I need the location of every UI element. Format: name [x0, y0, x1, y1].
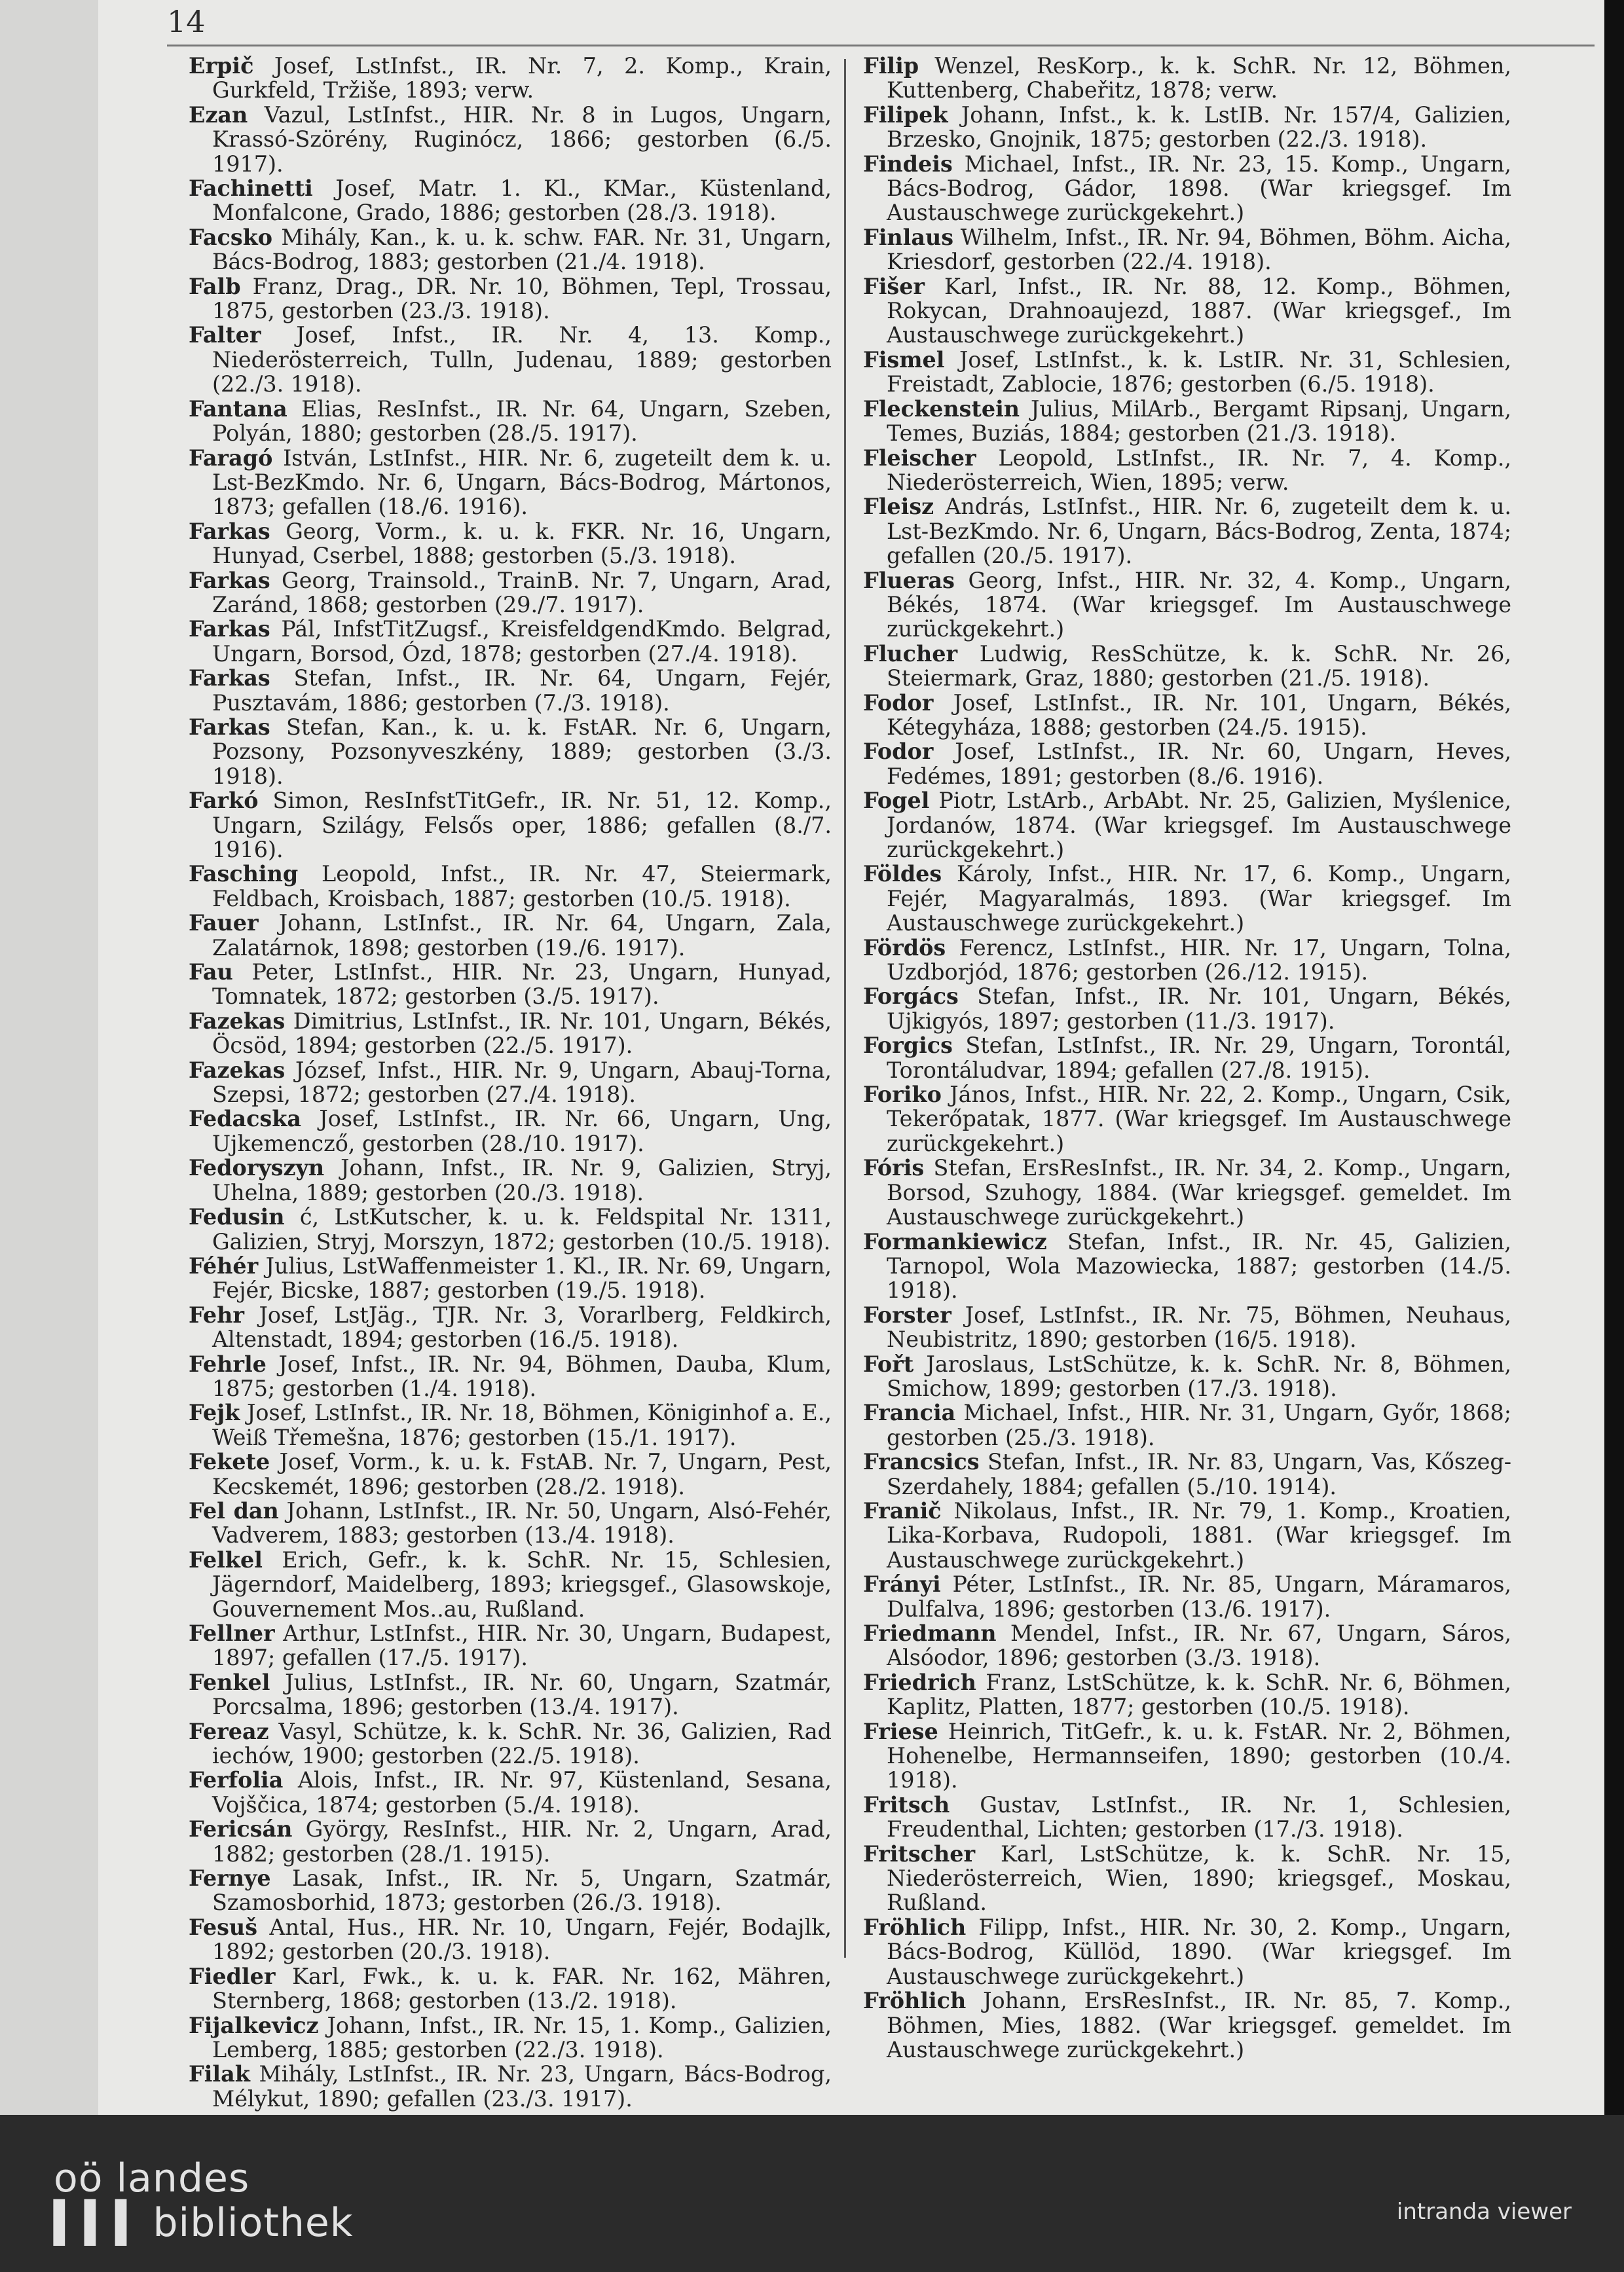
register-entry [189, 1401, 832, 1450]
register-entry [189, 446, 832, 519]
entry-details: András, LstInfst., HIR. Nr. 6, zugeteilt dem k. u. Lst-BezKmdo. Nr. 6, Ungarn, Bács-Bodrog, Zenta, 1874; gefallen (20./5. 1917). [887, 494, 1511, 569]
entry-surname: Fesuš [189, 1914, 257, 1940]
entry-details: József, Infst., HIR. Nr. 9, Ungarn, Abauj-Torna, Szepsi, 1872; gestorben (27./4. 1918). [212, 1057, 832, 1108]
entry-surname: Fenkel [189, 1669, 270, 1695]
register-entry [189, 1768, 832, 1817]
entry-surname: Farkas [189, 665, 270, 691]
entry-surname: Fijalkevicz [189, 2012, 319, 2038]
entry-surname: Fernye [189, 1865, 271, 1892]
register-entry [189, 1156, 832, 1205]
entry-surname: Fachinetti [189, 175, 313, 202]
entry-surname: Fedusin [189, 1204, 285, 1230]
entry-details: Péter, LstInfst., IR. Nr. 85, Ungarn, Máramaros, Dulfalva, 1896; gestorben (13./6. 1917). [887, 1571, 1511, 1622]
register-entry [189, 1621, 832, 1670]
entry-surname: Fleckenstein [863, 395, 1020, 422]
entry-surname: Friedrich [863, 1669, 976, 1695]
entry-details: Karl, Infst., IR. Nr. 88, 12. Komp., Böhmen, Rokycan, Drahnoaujezd, 1887. (War kriegsgef., Im Austauschwege zurückgekehrt.) [887, 273, 1511, 348]
entry-details: Georg, Infst., HIR. Nr. 32, 4. Komp., Ungarn, Békés, 1874. (War kriegsgef. Im Austauschwege zurückgekehrt.) [887, 567, 1511, 642]
entry-surname: Fleisz [863, 494, 934, 520]
entry-details: Stefan, LstInfst., IR. Nr. 29, Ungarn, Torontál, Torontáludvar, 1894; gefallen (27./8. 1915). [887, 1033, 1511, 1083]
logo-bars-icon: ▍▍▍ [54, 2200, 147, 2246]
entry-surname: Fazekas [189, 1008, 286, 1034]
register-entry [189, 1254, 832, 1303]
entry-surname: Fleischer [863, 445, 976, 471]
entry-surname: Farkas [189, 616, 270, 642]
register-entry [189, 715, 832, 788]
entry-details: Mihály, Kan., k. u. k. schw. FAR. Nr. 31, Ungarn, Bács-Bodrog, 1883; gestorben (21./4. 1918). [212, 224, 832, 275]
entry-details: Mendel, Infst., IR. Nr. 67, Ungarn, Sáros, Alsóodor, 1896; gestorben (3./3. 1918). [887, 1621, 1511, 1671]
entry-surname: Flucher [863, 640, 958, 667]
entry-details: Elias, ResInfst., IR. Nr. 64, Ungarn, Szeben, Polyán, 1880; gestorben (28./5. 1917). [212, 395, 832, 447]
entry-surname: Fasching [189, 861, 299, 887]
entry-details: Károly, Infst., HIR. Nr. 17, 6. Komp., Ungarn, Fejér, Magyaralmás, 1893. (War kriegsgef. Im Austauschwege zurückgekehrt.) [887, 861, 1511, 936]
entry-details: Josef, Vorm., k. u. k. FstAB. Nr. 7, Ungarn, Pest, Kecskemét, 1896; gestorben (28./2. 1918). [212, 1449, 832, 1499]
entry-surname: Erpič [189, 53, 254, 79]
entry-surname: Farkas [189, 567, 270, 593]
entry-details: Josef, LstJäg., TJR. Nr. 3, Vorarlberg, Feldkirch, Altenstadt, 1894; gestorben (16./5. 1918). [212, 1302, 832, 1353]
register-entry [863, 788, 1511, 862]
entry-details: Gustav, LstInfst., IR. Nr. 1, Schlesien, Freudenthal, Lichten; gestorben (17./3. 1918). [887, 1791, 1511, 1842]
entry-details: Julius, LstInfst., IR. Nr. 60, Ungarn, Szatmár, Porcsalma, 1896; gestorben (13./4. 1917). [212, 1669, 832, 1720]
entry-surname: Fauer [189, 910, 259, 936]
entry-surname: Findeis [863, 151, 953, 177]
register-entry [189, 225, 832, 274]
register-entry [189, 1107, 832, 1156]
entry-details: Josef, LstInfst., IR. Nr. 66, Ungarn, Ung, Ujkemencző, gestorben (28./10. 1917). [212, 1106, 832, 1156]
entry-surname: Faragó [189, 445, 273, 471]
entry-details: Johann, Infst., k. k. LstIB. Nr. 157/4, Galizien, Brzesko, Gnojnik, 1875; gestorben (22./3. 1918). [887, 101, 1511, 153]
entry-surname: Féhér [189, 1253, 259, 1279]
entry-surname: Frányi [863, 1571, 941, 1598]
register-entry [189, 1352, 832, 1401]
entry-details: Nikolaus, Infst., IR. Nr. 79, 1. Komp., Kroatien, Lika-Korbava, Rudopoli, 1881. (War kriegsgef. Im Austauschwege zurückgekehrt.) [887, 1497, 1511, 1573]
entry-surname: Forgics [863, 1033, 953, 1059]
entry-details: Julius, MilArb., Bergamt Ripsanj, Ungarn, Temes, Buziás, 1884; gestorben (21./3. 1918). [887, 395, 1511, 447]
entry-details: Piotr, LstArb., ArbAbt. Nr. 25, Galizien, Myślenice, Jordanów, 1874. (War kriegsgef. Im Austauschwege zurückgekehrt.) [887, 788, 1511, 862]
register-entry [189, 617, 832, 666]
entry-details: Josef, Matr. 1. Kl., KMar., Küstenland, Monfalcone, Grado, 1886; gestorben (28./3. 1918). [212, 175, 832, 226]
entry-details: Mihály, LstInfst., IR. Nr. 23, Ungarn, Bács-Bodrog, Mélykut, 1890; gefallen (23./3. 1917). [212, 2061, 832, 2112]
register-entry [189, 397, 832, 446]
register-entry [189, 1548, 832, 1621]
entry-surname: Forster [863, 1302, 951, 1328]
register-entry [863, 1719, 1511, 1793]
entry-details: Josef, Infst., IR. Nr. 94, Böhmen, Dauba, Klum, 1875; gestorben (1./4. 1918). [212, 1351, 832, 1401]
entry-details: Stefan, Infst., IR. Nr. 83, Ungarn, Vas, Kőszeg-Szerdahely, 1884; gefallen (5./10. 1914). [887, 1449, 1511, 1499]
entry-details: Erich, Gefr., k. k. SchR. Nr. 15, Schlesien, Jägerndorf, Maidelberg, 1893; kriegsgef., Glasowskoje, Gouvernement Mos..au, Rußland. [212, 1547, 832, 1622]
entry-details: Leopold, LstInfst., IR. Nr. 7, 4. Komp., Niederösterreich, Wien, 1895; verw. [887, 445, 1511, 495]
register-entry [863, 984, 1511, 1033]
header-rule [167, 45, 1595, 46]
register-entry [189, 176, 832, 225]
entry-surname: Felkel [189, 1547, 263, 1573]
entry-details: Arthur, LstInfst., HIR. Nr. 30, Ungarn, Budapest, 1897; gefallen (17./5. 1917). [212, 1621, 832, 1671]
entry-surname: Flueras [863, 567, 955, 593]
entry-surname: Fismel [863, 346, 945, 373]
register-entry [863, 1033, 1511, 1082]
entry-details: Stefan, ErsResInfst., IR. Nr. 34, 2. Komp., Ungarn, Borsod, Szuhogy, 1884. (War kriegsgef. gemeldet. Im Austauschwege zurückgekehrt.) [887, 1155, 1511, 1230]
register-entry [189, 2062, 832, 2111]
library-logo-line1: oö landes [54, 2155, 250, 2201]
entry-details: Wilhelm, Infst., IR. Nr. 94, Böhmen, Böhm. Aicha, Kriesdorf, gestorben (22./4. 1918). [887, 224, 1511, 275]
entry-details: Johann, Infst., IR. Nr. 15, 1. Komp., Galizien, Lemberg, 1885; gestorben (22./3. 1918). [212, 2012, 832, 2062]
page-edge-shadow [1604, 0, 1624, 2115]
register-entry [863, 1401, 1511, 1450]
register-entry [863, 1450, 1511, 1499]
entry-surname: Fehrle [189, 1351, 267, 1377]
register-entry [189, 666, 832, 715]
register-entry [189, 1915, 832, 1964]
entry-details: Vasyl, Schütze, k. k. SchR. Nr. 36, Galizien, Rad iechów, 1900; gestorben (22./5. 1918). [212, 1718, 832, 1769]
entry-surname: Fedoryszyn [189, 1155, 325, 1181]
register-entry [863, 1499, 1511, 1572]
register-entry [189, 323, 832, 396]
library-logo-text: bibliothek [153, 2200, 354, 2246]
entry-surname: Franič [863, 1497, 942, 1524]
entry-surname: Fantana [189, 395, 287, 422]
entry-surname: Falb [189, 273, 241, 299]
register-entry [189, 519, 832, 568]
library-logo-line2 [54, 2200, 354, 2246]
register-entry [863, 1621, 1511, 1670]
register-entry [863, 494, 1511, 568]
entry-surname: Fereaz [189, 1718, 269, 1744]
entry-details: Johann, ErsResInfst., IR. Nr. 85, 7. Komp., Böhmen, Mies, 1882. (War kriegsgef. gemeldet. Im Austauschwege zurückgekehrt.) [887, 1988, 1511, 2062]
entry-details: Johann, LstInfst., IR. Nr. 64, Ungarn, Zala, Zalatárnok, 1898; gestorben (19./6. 1917). [212, 910, 832, 961]
entry-details: Stefan, Infst., IR. Nr. 101, Ungarn, Békés, Ujkigyós, 1897; gestorben (11./3. 1917). [887, 983, 1511, 1034]
register-entry [863, 397, 1511, 446]
entry-details: Georg, Vorm., k. u. k. FKR. Nr. 16, Ungarn, Hunyad, Cserbel, 1888; gestorben (5./3. 1918). [212, 518, 832, 569]
entry-surname: Friedmann [863, 1621, 997, 1646]
entry-details: Josef, LstInfst., IR. Nr. 75, Böhmen, Neuhaus, Neubistritz, 1890; gestorben (16/5. 1918). [887, 1302, 1511, 1353]
register-entry [189, 1058, 832, 1107]
register-entry [863, 274, 1511, 348]
entry-surname: Foriko [863, 1082, 942, 1108]
register-entry [863, 1670, 1511, 1719]
entry-surname: Friese [863, 1718, 938, 1744]
entry-details: Josef, LstInfst., IR. Nr. 18, Böhmen, Königinhof a. E., Weiß Třemešna, 1876; gestorben (15./1. 1917). [212, 1400, 832, 1450]
entry-details: Simon, ResInfstTitGefr., IR. Nr. 51, 12. Komp., Ungarn, Szilágy, Felsős oper, 1886; gefallen (8./7. 1916). [212, 788, 832, 862]
entry-details: Johann, Infst., IR. Nr. 9, Galizien, Stryj, Uhelna, 1889; gestorben (20./3. 1918). [212, 1155, 832, 1205]
entry-details: Jaroslaus, LstSchütze, k. k. SchR. Nr. 8, Böhmen, Smichow, 1899; gestorben (17./3. 1918). [887, 1351, 1511, 1401]
entry-surname: Fodor [863, 689, 934, 716]
entry-details: Franz, Drag., DR. Nr. 10, Böhmen, Tepl, Trossau, 1875, gestorben (23./3. 1918). [212, 273, 832, 324]
register-entry [189, 1205, 832, 1254]
register-entry [863, 642, 1511, 691]
entry-surname: Fritscher [863, 1841, 976, 1867]
register-entry [863, 1303, 1511, 1352]
entry-details: Lasak, Infst., IR. Nr. 5, Ungarn, Szatmár, Szamosborhid, 1873; gestorben (26./3. 1918). [212, 1865, 832, 1916]
register-entry [189, 1009, 832, 1058]
register-entry [863, 348, 1511, 397]
entry-surname: Filipek [863, 101, 948, 128]
entry-details: Ferencz, LstInfst., HIR. Nr. 17, Ungarn, Tolna, Uzdborjód, 1876; gestorben (26./12. 1915). [887, 934, 1511, 985]
register-entry [189, 1817, 832, 1866]
entry-surname: Fiedler [189, 1963, 276, 1989]
entry-details: Stefan, Infst., IR. Nr. 64, Ungarn, Fejér, Pusztavám, 1886; gestorben (7./3. 1918). [212, 665, 832, 716]
register-entry [189, 788, 832, 862]
register-entry [189, 862, 832, 911]
entry-details: Josef, LstInfst., IR. Nr. 60, Ungarn, Heves, Fedémes, 1891; gestorben (8./6. 1916). [887, 739, 1511, 789]
entry-details: Pál, InfstTitZugsf., KreisfeldgendKmdo. Belgrad, Ungarn, Borsod, Ózd, 1878; gestorben (27./4. 1918). [212, 616, 832, 667]
register-entry [863, 1793, 1511, 1842]
entry-surname: Fořt [863, 1351, 914, 1377]
entry-surname: Forgács [863, 983, 959, 1010]
entry-surname: Formankiewicz [863, 1228, 1047, 1255]
entry-surname: Fedacska [189, 1106, 302, 1132]
register-entry [189, 1670, 832, 1719]
entry-surname: Fazekas [189, 1057, 286, 1083]
entry-surname: Fau [189, 959, 233, 985]
register-entry [189, 1964, 832, 2013]
entry-details: Karl, LstSchütze, k. k. SchR. Nr. 15, Niederösterreich, Wien, 1890; kriegsgef., Moskau, Rußland. [887, 1841, 1511, 1916]
register-entry [189, 1719, 832, 1768]
entry-surname: Fröhlich [863, 1988, 967, 2014]
entry-details: Johann, LstInfst., IR. Nr. 50, Ungarn, Alsó-Fehér, Vadverem, 1883; gestorben (13./4. 1918). [212, 1497, 832, 1548]
register-entry [863, 103, 1511, 152]
entry-details: Josef, LstInfst., IR. Nr. 7, 2. Komp., Krain, Gurkfeld, Tržiše, 1893; verw. [212, 53, 832, 103]
entry-surname: Farkas [189, 714, 270, 740]
register-entry [863, 1572, 1511, 1621]
entry-details: Stefan, Kan., k. u. k. FstAR. Nr. 6, Ungarn, Pozsony, Pozsonyveszkény, 1889; gestorben (3./3. 1918). [212, 714, 832, 789]
entry-details: Josef, LstInfst., IR. Nr. 101, Ungarn, Békés, Kétegyháza, 1888; gestorben (24./5. 1915). [887, 689, 1511, 740]
entry-surname: Farkas [189, 518, 270, 544]
entry-details: Julius, LstWaffenmeister 1. Kl., IR. Nr. 69, Ungarn, Fejér, Bicske, 1887; gestorben (19./5. 1918). [212, 1253, 832, 1304]
register-entry [863, 1988, 1511, 2062]
register-entry [863, 225, 1511, 274]
page-margin-left [0, 0, 98, 2115]
entry-surname: Fel dan [189, 1497, 279, 1524]
entry-surname: Fellner [189, 1621, 275, 1646]
entry-details: Peter, LstInfst., HIR. Nr. 23, Ungarn, Hunyad, Tomnatek, 1872; gestorben (3./5. 1917). [212, 959, 832, 1010]
register-entry [189, 960, 832, 1009]
left-column [189, 54, 832, 2111]
entry-details: János, Infst., HIR. Nr. 22, 2. Komp., Ungarn, Csik, Tekerőpatak, 1877. (War kriegsgef. Im Austauschwege zurückgekehrt.) [887, 1082, 1511, 1156]
entry-details: Josef, Infst., IR. Nr. 4, 13. Komp., Niederösterreich, Tulln, Judenau, 1889; gestorben (22./3. 1918). [212, 322, 832, 397]
entry-details: Stefan, Infst., IR. Nr. 45, Galizien, Tarnopol, Wola Mazowiecka, 1887; gestorben (14./5. 1918). [887, 1228, 1511, 1304]
register-entry [863, 568, 1511, 642]
register-entry [863, 1842, 1511, 1915]
entry-details: Ludwig, ResSchütze, k. k. SchR. Nr. 26, Steiermark, Graz, 1880; gestorben (21./5. 1918). [887, 640, 1511, 691]
entry-details: Leopold, Infst., IR. Nr. 47, Steiermark, Feldbach, Kroisbach, 1887; gestorben (10./5. 1918). [212, 861, 832, 911]
register-entry [863, 1082, 1511, 1156]
register-entry [189, 103, 832, 176]
entry-surname: Fejk [189, 1400, 240, 1426]
register-entry [863, 1230, 1511, 1303]
entry-details: Filipp, Infst., HIR. Nr. 30, 2. Komp., Ungarn, Bács-Bodrog, Küllöd, 1890. (War kriegsgef. Im Austauschwege zurückgekehrt.) [887, 1914, 1511, 1989]
entry-surname: Farkó [189, 788, 259, 814]
register-entry [189, 1866, 832, 1915]
register-entry [863, 936, 1511, 985]
register-entry [189, 1499, 832, 1548]
entry-surname: Fröhlich [863, 1914, 967, 1940]
entry-surname: Fogel [863, 788, 930, 814]
entry-details: Josef, LstInfst., k. k. LstIR. Nr. 31, Schlesien, Freistadt, Zablocie, 1876; gestorben (6./5. 1918). [887, 346, 1511, 397]
column-divider [844, 59, 846, 1958]
entry-surname: Fišer [863, 273, 925, 299]
entry-details: Michael, Infst., HIR. Nr. 31, Ungarn, Győr, 1868; gestorben (25./3. 1918). [887, 1400, 1511, 1450]
entry-details: Franz, LstSchütze, k. k. SchR. Nr. 6, Böhmen, Kaplitz, Platten, 1877; gestorben (10./5. 1918). [887, 1669, 1511, 1720]
entry-details: György, ResInfst., HIR. Nr. 2, Ungarn, Arad, 1882; gestorben (28./1. 1915). [212, 1816, 832, 1867]
entry-surname: Fekete [189, 1449, 270, 1475]
register-entry [863, 739, 1511, 788]
entry-surname: Földes [863, 861, 942, 887]
entry-details: Heinrich, TitGefr., k. u. k. FstAR. Nr. 2, Böhmen, Hohenelbe, Hermannseifen, 1890; gestorben (10./4. 1918). [887, 1718, 1511, 1793]
entry-surname: Fericsán [189, 1816, 293, 1842]
register-entry [189, 1303, 832, 1352]
entry-surname: Fehr [189, 1302, 244, 1328]
right-column [863, 54, 1511, 2062]
entry-surname: Ezan [189, 101, 248, 128]
register-entry [189, 911, 832, 960]
entry-details: ć, LstKutscher, k. u. k. Feldspital Nr. 1311, Galizien, Stryj, Morszyn, 1872; gestorben (10./5. 1918). [212, 1204, 832, 1255]
register-entry [863, 1352, 1511, 1401]
register-entry [863, 1915, 1511, 1988]
register-entry [863, 152, 1511, 225]
entry-details: Georg, Trainsold., TrainB. Nr. 7, Ungarn, Arad, Zaránd, 1868; gestorben (29./7. 1917). [212, 567, 832, 617]
register-entry [863, 691, 1511, 740]
entry-details: Michael, Infst., IR. Nr. 23, 15. Komp., Ungarn, Bács-Bodrog, Gádor, 1898. (War kriegsgef. Im Austauschwege zurückgekehrt.) [887, 151, 1511, 226]
register-entry [863, 862, 1511, 935]
entry-surname: Fritsch [863, 1791, 950, 1818]
register-entry [189, 1450, 832, 1499]
entry-surname: Falter [189, 322, 261, 348]
entry-surname: Francia [863, 1400, 956, 1426]
register-entry [863, 1156, 1511, 1229]
register-entry [189, 274, 832, 323]
entry-surname: Ferfolia [189, 1767, 284, 1793]
entry-surname: Facsko [189, 224, 273, 250]
entry-details: Alois, Infst., IR. Nr. 97, Küstenland, Sesana, Vojščica, 1874; gestorben (5./4. 1918). [212, 1767, 832, 1818]
entry-surname: Fodor [863, 739, 934, 765]
entry-surname: Francsics [863, 1449, 980, 1475]
entry-details: Dimitrius, LstInfst., IR. Nr. 101, Ungarn, Békés, Öcsöd, 1894; gestorben (22./5. 1917). [212, 1008, 832, 1059]
entry-surname: Fóris [863, 1155, 925, 1181]
register-entry [863, 54, 1511, 103]
page-number: 14 [167, 4, 206, 39]
entry-surname: Finlaus [863, 224, 954, 250]
register-entry [189, 54, 832, 103]
entry-details: Wenzel, ResKorp., k. k. SchR. Nr. 12, Böhmen, Kuttenberg, Chabeřitz, 1878; verw. [887, 53, 1511, 103]
entry-surname: Filak [189, 2061, 250, 2087]
entry-details: Karl, Fwk., k. u. k. FAR. Nr. 162, Mähren, Sternberg, 1868; gestorben (13./2. 1918). [212, 1963, 832, 2014]
entry-details: István, LstInfst., HIR. Nr. 6, zugeteilt dem k. u. Lst-BezKmdo. Nr. 6, Ungarn, Bács-Bodrog, Mártonos, 1873; gefallen (18./6. 1916). [212, 445, 832, 520]
register-entry [189, 568, 832, 617]
entry-details: Vazul, LstInfst., HIR. Nr. 8 in Lugos, Ungarn, Krassó-Szörény, Ruginócz, 1866; gestorben (6./5. 1917). [212, 101, 832, 177]
entry-surname: Fördös [863, 934, 946, 961]
register-entry [863, 446, 1511, 495]
viewer-brand-label: intranda viewer [1396, 2199, 1572, 2225]
register-entry [189, 2013, 832, 2062]
entry-details: Antal, Hus., HR. Nr. 10, Ungarn, Fejér, Bodajlk, 1892; gestorben (20./3. 1918). [212, 1914, 832, 1965]
entry-surname: Filip [863, 53, 919, 79]
